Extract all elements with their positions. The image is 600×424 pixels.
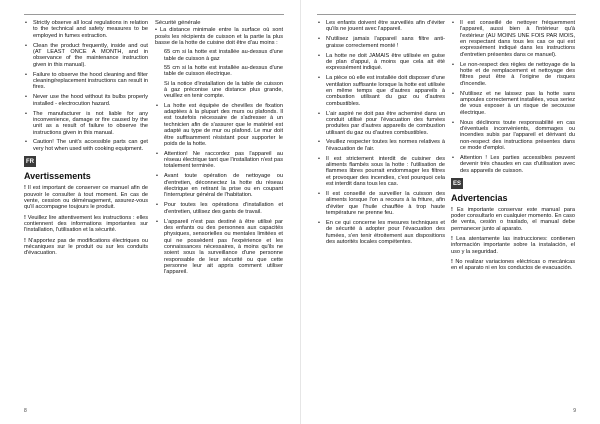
language-tag-fr: FR xyxy=(24,156,36,167)
list-item: • Il est strictement interdit de cuisiner des aliments flambés sous la hotte : l'utilisation de flammes libres pourrait endommager les filtres et provoquer des incendies, c'est pourquoi cela est interdit dans tous les cas. xyxy=(317,156,445,188)
en-warnings-list xyxy=(24,20,148,152)
fr-safety-list xyxy=(155,103,283,276)
warning-mark: ! xyxy=(451,258,453,265)
section-title: Advertencias xyxy=(451,192,508,203)
list-item: • Clean the product frequently, inside and out (AT LEAST ONCE A MONTH, and in observance of the maintenance instruction given in this manual). xyxy=(24,43,148,68)
list-item: • Avant toute opération de nettoyage ou d'entretien, déconnectez la hotte du réseau électrique en retirant la prise ou en coupant l'interrupteur général de l'habitation. xyxy=(155,173,283,198)
list-item: • Attention! Ne raccordez pas l'appareil au réseau électrique tant que l'installation n'est pas totalement terminée. xyxy=(155,151,283,170)
list-item: • La pièce où elle est installée doit disposer d'une ventilation suffisante lorsque la hotte est utilisée en même temps que d'autres appareils à combustion utilisant du gaz ou d'autres combustibles. xyxy=(317,75,445,107)
top-rule xyxy=(24,14,284,15)
right-page xyxy=(300,0,600,424)
list-item: • L'air aspiré ne doit pas être acheminé dans un conduit utilisé pour l'évacuation des fumées produites par d'autres appareils de combustion utilisant du gaz ou d'autres combustibles. xyxy=(317,111,445,136)
list-item: • Attention ! Les parties accessibles peuvent devenir très chaudes en cas d'utilisation avec des appareils de cuisson. xyxy=(451,155,575,174)
warning-mark: ! xyxy=(451,206,453,213)
dash-item: 65 cm si la hotte est installée au-dessus d'une table de cuisson à gaz xyxy=(164,49,283,62)
list-item: • La hotte ne doit JAMAIS être utilisée en guise de plan d'appui, à moins que cela ait été expressément indiqué. xyxy=(317,53,445,72)
list-item: • Les enfants doivent être surveillés afin d'éviter qu'ils ne jouent avec l'appareil. xyxy=(317,20,445,33)
left-col-2 xyxy=(155,20,283,279)
fr-cleaning-list xyxy=(451,20,575,174)
list-item: • Il est conseillé de surveiller la cuisson des aliments lorsque l'on a recours à la friture, afin d'éviter que l'huile chauffée à trop haute température ne prenne feu. xyxy=(317,191,445,216)
list-item: • The manufacturer is not liable for any inconvenience, damage or fire caused by the unit as a result of failure to observe the instructions given in this manual. xyxy=(24,111,148,136)
dash-item: Si la notice d'installation de la table de cuisson à gaz préconise une distance plus grande, veuillez en tenir compte. xyxy=(164,80,283,100)
dash-item: 55 cm si la hotte est installée au-dessus d'une table de cuisson électrique. xyxy=(164,65,283,78)
list-item: • La hotte est équipée de chevilles de fixation adaptées à la plupart des murs ou plafonds. Il est toutefois nécessaire de s'adresser à un technicien afin de s'assurer que le matériel est adapté au type de mur ou plafond. Le mur doit être suffisamment résistant pour supporter le poids de la hotte. xyxy=(155,103,283,147)
subsection-heading: Sécurité générale xyxy=(155,20,201,26)
left-col-1 xyxy=(24,20,148,261)
paragraph: ! Lea atentamente las instrucciones: contienen información importante sobre la instalación, el uso y la seguridad. xyxy=(451,235,575,255)
list-item: • Nous déclinons toute responsabilité en cas d'éventuels inconvénients, dommages ou incendies subis par l'appareil et dérivant du non-respect des instructions présentes dans ce mode d'emploi. xyxy=(451,120,575,152)
list-item: • N'utilisez jamais l'appareil sans filtre anti-graisse correctement monté ! xyxy=(317,36,445,49)
list-item: • Strictly observe all local regulations in relation to the technical and safety measures to be employed in fumes extraction. xyxy=(24,20,148,39)
paragraph: ! Es importante conservar este manual para poder consultarlo en cualquier momento. En caso de venta, cesión o traslado, el manual debe permanecer junto al aparato. xyxy=(451,206,576,232)
top-rule xyxy=(317,14,576,15)
list-item: • Never use the hood without its bulbs properly installed - electrocution hazard. xyxy=(24,94,148,107)
list-item: • Pour toutes les opérations d'installation et d'entretien, utilisez des gants de travail. xyxy=(155,202,283,215)
list-item: • Le non-respect des règles de nettoyage de la hotte et de remplacement et nettoyage des filtres peut être à l'origine de risques d'incendie. xyxy=(451,62,575,87)
list-item: • Il est conseillé de nettoyer fréquemment l'appareil, aussi bien à l'intérieur qu'à l'extérieur (AU MOINS UNE FOIS PAR MOIS, en respectant dans tous les cas ce qui est expressément indiqué dans les instructions d'entretien présentes dans ce manuel). xyxy=(451,20,575,58)
paragraph: ! No realizar variaciones eléctricas o mecánicas en el aparato ni en los conductos de evacuación. xyxy=(451,258,575,272)
language-tag-es: ES xyxy=(451,178,463,189)
warning-mark: ! xyxy=(24,214,26,221)
fr-warnings-list xyxy=(317,20,445,245)
list-item: • N'utilisez et ne laissez pas la hotte sans ampoules correctement installées, vous seriez de vous exposer à un risque de secousse électrique. xyxy=(451,91,575,116)
list-item: • L'appareil n'est pas destiné à être utilisé par des enfants ou des personnes aux capacités physiques, sensorielles ou mentales limitées et qui ne possèdent pas l'expérience et les connaissances nécessaires, à moins qu'ils ne soient sous la surveillance d'une personne responsable de leur sécurité ou que cette personne leur ait appris comment utiliser l'appareil. xyxy=(155,219,283,276)
warning-mark: ! xyxy=(24,237,26,244)
list-item: • Veuillez respecter toutes les normes relatives à l'évacuation de l'air. xyxy=(317,139,445,152)
paragraph: ! N'apportez pas de modifications électriques ou mécaniques sur le produit ou sur les conduits d'évacuation. xyxy=(24,237,148,257)
page-number: 9 xyxy=(573,408,576,414)
section-title: Avertissements xyxy=(24,171,91,182)
paragraph: ! Veuillez lire attentivement les instructions : elles contiennent des informations importantes sur l'installation, l'utilisation et la sécurité. xyxy=(24,214,148,234)
page-number: 8 xyxy=(24,408,27,414)
right-col-1 xyxy=(317,20,445,249)
list-item: • En ce qui concerne les mesures techniques et de sécurité à adopter pour l'évacuation des fumées, s'en tenir étroitement aux dispositions des autorités locales compétentes. xyxy=(317,220,445,245)
paragraph: ! Il est important de conserver ce manuel afin de pouvoir le consulter à tout moment. En cas de vente, cession ou déménagement, assurez-vous qu'il accompagne toujours le produit. xyxy=(24,185,148,211)
list-item: • Caution! The unit's accessible parts can get very hot when used with cooking equipment. xyxy=(24,139,148,152)
right-col-2 xyxy=(451,20,575,276)
warning-mark: ! xyxy=(24,185,26,192)
list-item: • Failure to observe the hood cleaning and filter cleaning/replacement instructions can result in fires. xyxy=(24,72,148,91)
warning-mark: ! xyxy=(451,235,453,242)
dash-item: • La distance minimale entre la surface où sont posés les récipients de cuisson et la partie la plus basse de la hotte de cuisine doit être d'au moins : xyxy=(155,27,284,47)
